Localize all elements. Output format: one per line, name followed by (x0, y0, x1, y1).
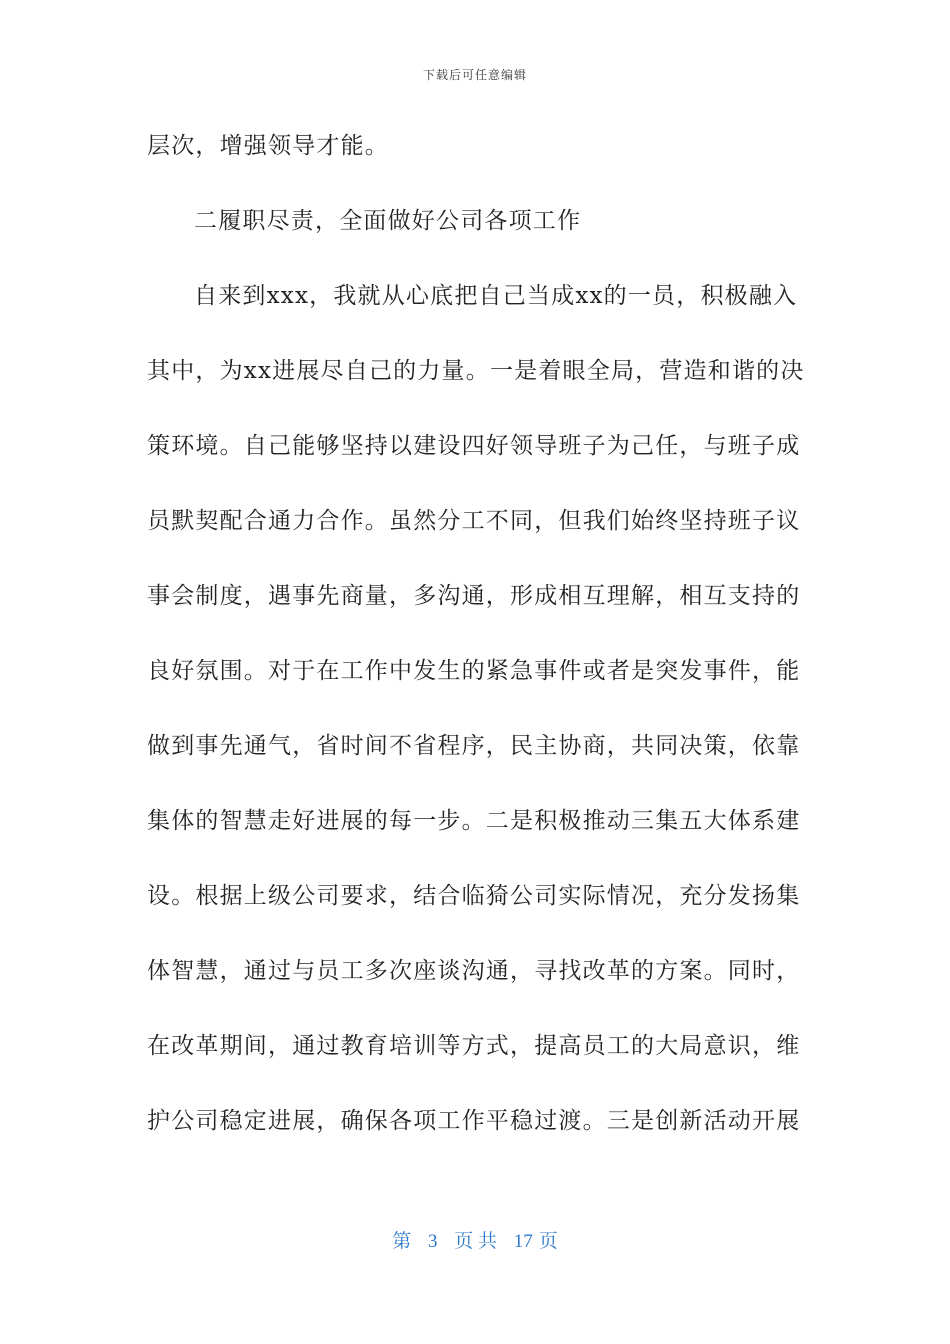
header-note: 下载后可任意编辑 (422, 68, 527, 82)
text-line: 层次，增强领导才能。 (147, 133, 389, 159)
text-line: 员默契配合通力合作。虽然分工不同，但我们始终坚持班子议 (147, 508, 801, 534)
document-body (147, 118, 807, 1168)
text-line: 在改革期间，通过教育培训等方式，提高员工的大局意识，维 (147, 1033, 801, 1059)
text-line: 事会制度，遇事先商量，多沟通，形成相互理解，相互支持的 (147, 583, 801, 609)
text-line: 其中，为xx进展尽自己的力量。一是着眼全局，营造和谐的决 (147, 358, 805, 384)
current-page-number: 3 (427, 1231, 438, 1252)
text-line: 策环境。自己能够坚持以建设四好领导班子为己任，与班子成 (147, 433, 801, 459)
footer-suffix: 页 (538, 1231, 558, 1252)
text-line: 设。根据上级公司要求，结合临猗公司实际情况，充分发扬集 (147, 883, 801, 909)
total-page-count: 17 (513, 1231, 533, 1252)
page-footer (0, 1226, 950, 1253)
text-line: 集体的智慧走好进展的每一步。二是积极推动三集五大体系建 (147, 808, 801, 834)
text-line: 体智慧，通过与员工多次座谈沟通，寻找改革的方案。同时， (147, 958, 801, 984)
footer-prefix: 第 (392, 1231, 412, 1252)
text-line: 护公司稳定进展，确保各项工作平稳过渡。三是创新活动开展 (147, 1108, 801, 1134)
text-line: 自来到xxx，我就从心底把自己当成xx的一员，积极融入 (194, 283, 798, 309)
section-heading: 二履职尽责，全面做好公司各项工作 (194, 208, 582, 234)
text-line: 良好氛围。对于在工作中发生的紧急事件或者是突发事件，能 (147, 658, 801, 684)
footer-middle: 页 共 (454, 1231, 497, 1252)
text-line: 做到事先通气，省时间不省程序，民主协商，共同决策，依靠 (147, 733, 801, 759)
